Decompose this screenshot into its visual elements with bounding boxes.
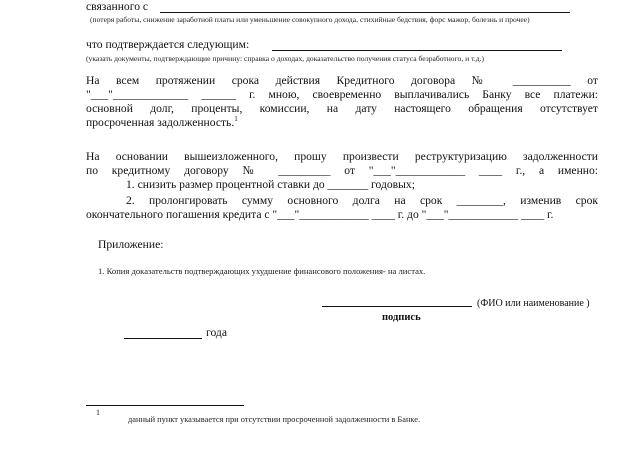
date-blank-line bbox=[124, 338, 202, 339]
paragraph1-line2: "___"_____________ ______ г. мною, своевременно выплачивались Банку все платежи: bbox=[86, 88, 598, 101]
paragraph2-line1: На основании вышеизложенного, прошу произвести реструктуризацию задолженности bbox=[86, 150, 598, 163]
reasons-hint: (потеря работы, снижение заработной платы или уменьшение совокупного дохода, стихийные бедствия, форс мажор, болезнь и прочее) bbox=[90, 15, 530, 24]
paragraph1-line4 bbox=[86, 116, 238, 130]
paragraph1-line4-text: просроченная задолженность. bbox=[86, 116, 235, 129]
request-item-2-line1: 2. пролонгировать сумму основного долга на срок ________, изменив срок bbox=[126, 194, 598, 207]
appendix-item-1: 1. Копия доказательств подтверждающих ухудшение финансового положения- на листах. bbox=[98, 266, 426, 276]
paragraph1-line1: На всем протяжении срока действия Кредитного договора № __________ от bbox=[86, 74, 598, 87]
signature-label: подпись bbox=[382, 312, 421, 323]
footnote-text: данный пункт указывается при отсутствии просроченной задолженности в Банке. bbox=[128, 415, 421, 424]
confirm-blank-line bbox=[272, 50, 562, 51]
related-label: связанного с bbox=[86, 0, 149, 13]
footnote-separator bbox=[86, 405, 244, 406]
fio-blank-line bbox=[322, 306, 472, 307]
request-item-2-line2: окончательного погашения кредита с "___"____________ ____ г. до "___"____________ ____ г. bbox=[86, 208, 554, 221]
footnote-reference: 1 bbox=[234, 115, 238, 123]
footnote-number: 1 bbox=[96, 408, 100, 417]
fio-label: (ФИО или наименование ) bbox=[477, 298, 590, 309]
appendix-title: Приложение: bbox=[98, 238, 164, 251]
confirm-hint: (указать документы, подтверждающие причину: справка о доходах, доказательство получения статуса безработного, и т.д.) bbox=[86, 54, 485, 63]
confirm-label: что подтверждается следующим: bbox=[86, 38, 250, 51]
paragraph2-line2: по кредитному договору № _________ от "___"____________ ____ г., а именно: bbox=[86, 164, 598, 177]
request-item-1: 1. снизить размер процентной ставки до _______ годовых; bbox=[126, 178, 415, 191]
paragraph1-line3: основной долг, проценты, комиссии, на дату настоящего обращения отсутствует bbox=[86, 102, 598, 115]
year-label: года bbox=[206, 326, 227, 339]
reason-blank-line bbox=[160, 12, 570, 13]
